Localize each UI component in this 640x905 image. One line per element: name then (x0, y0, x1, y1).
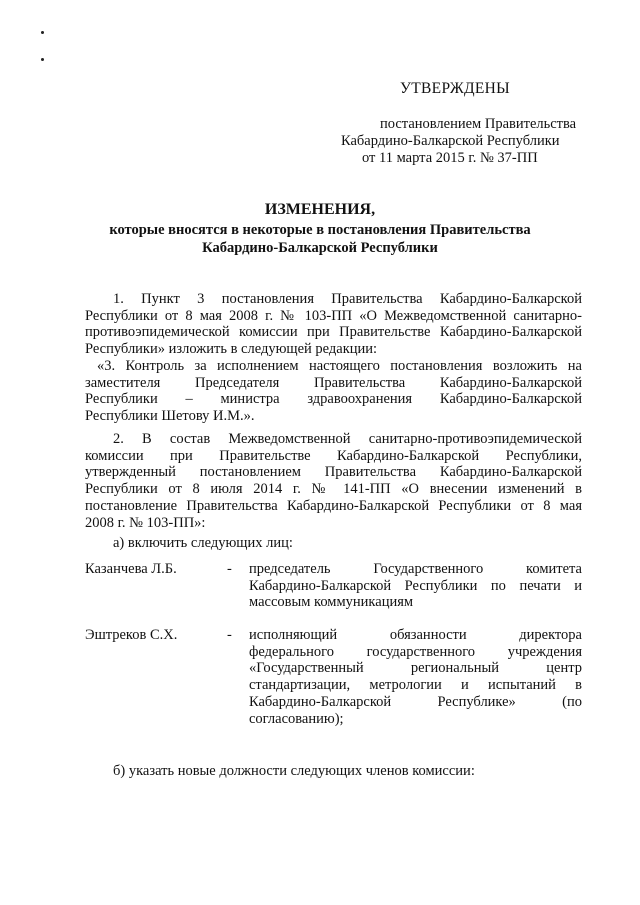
text-line: Кабардино-Балкарской Республике» (по (249, 693, 582, 710)
member-dash: - (227, 627, 232, 643)
member-entry (85, 561, 582, 621)
text-line: 2. В состав Межведомственной санитарно-противоэпидемической (113, 431, 582, 447)
text-line: Кабардино-Балкарской Республики по печати и (249, 577, 582, 594)
text-line: 2008 г. № 103-ПП»: (85, 514, 206, 531)
text-line: массовым коммуникациям (249, 594, 414, 611)
text-line: противоэпидемической комиссии при Правительстве Кабардино-Балкарской (85, 324, 582, 341)
text-line: заместителя Председателя Правительства Кабардино-Балкарской (85, 374, 582, 391)
approval-line: Кабардино-Балкарской Республики (341, 133, 560, 149)
text-line: исполняющий обязанности директора (249, 627, 582, 643)
document-subtitle: которые вносятся в некоторые в постановления Правительства (109, 222, 531, 238)
text-line: федерального государственного учреждения (249, 643, 582, 660)
item-b: б) указать новые должности следующих членов комиссии: (113, 763, 475, 779)
approval-line: от 11 марта 2015 г. № 37-ПП (362, 150, 538, 166)
paragraph-1 (85, 291, 582, 358)
text-line: стандартизации, метрологии и испытаний в (249, 677, 582, 694)
document-title: ИЗМЕНЕНИЯ, (264, 201, 376, 218)
approval-line: постановлением Правительства (380, 116, 577, 132)
text-line: Республики» изложить в следующей редакции: (85, 341, 378, 358)
text-line: 1. Пункт 3 постановления Правительства Кабардино-Балкарской (113, 291, 582, 307)
paragraph-3 (85, 431, 582, 531)
scan-dot-mark (41, 58, 44, 61)
text-line: Республики Шетову И.М.». (85, 408, 255, 425)
text-line: председатель Государственного комитета (249, 561, 582, 577)
text-line: «Государственный региональный центр (249, 660, 582, 677)
text-line: комиссии при Правительстве Кабардино-Балкарской Республики, (85, 447, 582, 464)
text-line: утвержденный постановлением Правительства Кабардино-Балкарской (85, 464, 582, 481)
text-line: Республики – министра здравоохранения Кабардино-Балкарской (85, 391, 582, 408)
member-description (249, 627, 582, 727)
text-line: «3. Контроль за исполнением настоящего постановления возложить на (97, 358, 582, 374)
text-line: постановление Правительства Кабардино-Балкарской Республики от 8 мая (85, 497, 582, 514)
member-name: Эштреков С.Х. (85, 627, 178, 643)
approval-title: УТВЕРЖДЕНЫ (400, 80, 510, 97)
paragraph-2 (85, 358, 582, 425)
member-entry (85, 627, 582, 737)
text-line: согласованию); (249, 710, 344, 727)
document-subtitle: Кабардино-Балкарской Республики (202, 240, 438, 256)
text-line: Республики от 8 мая 2008 г. № 103-ПП «О Межведомственной санитарно- (85, 307, 582, 324)
item-a: а) включить следующих лиц: (113, 535, 293, 551)
member-description (249, 561, 582, 611)
member-name: Казанчева Л.Б. (85, 561, 177, 577)
member-dash: - (227, 561, 232, 577)
text-line: Республики от 8 июля 2014 г. № 141-ПП «О внесении изменений в (85, 481, 582, 498)
scan-dot-mark (41, 31, 44, 34)
